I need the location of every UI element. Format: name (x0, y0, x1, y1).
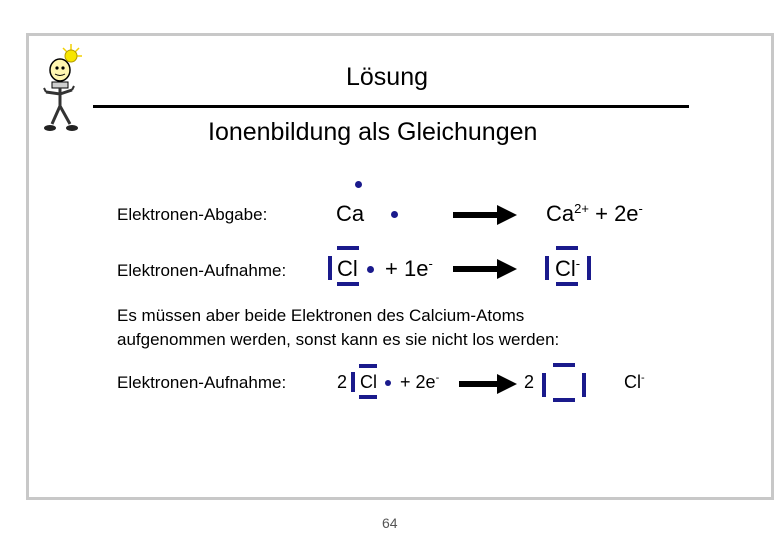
row3-right-symbol: Cl (624, 372, 641, 392)
row3-coefficient-right: 2 (524, 372, 535, 392)
lone-pair-bar (587, 256, 591, 280)
row3-right-charge: - (641, 372, 645, 384)
electron-dot (367, 266, 374, 273)
lone-pair-bar (553, 398, 575, 402)
electron-dot (385, 380, 391, 386)
row1-label: Elektronen-Abgabe: (117, 205, 268, 224)
row1-right-symbol: Ca (546, 201, 575, 226)
row3-coefficient-left: 2 (337, 372, 348, 392)
slide-subtitle: Ionenbildung als Gleichungen (208, 118, 538, 146)
lone-pair-bar (337, 246, 359, 250)
row1-plus: + (595, 201, 608, 226)
row3-reactant-extra: + 2e- (400, 372, 440, 392)
slide-title: Lösung (346, 63, 429, 91)
row2-electrons: 1e (403, 256, 429, 281)
lone-pair-bar (556, 246, 578, 250)
row3-left-symbol: Cl (360, 372, 377, 392)
electron-dot (355, 181, 362, 188)
reaction-arrow-icon (453, 204, 517, 226)
lone-pair-bar (542, 373, 546, 397)
note-line2: aufgenommen werden, sonst kann es sie nicht los werden: (117, 330, 560, 349)
lone-pair-bar (582, 373, 586, 397)
row3-product (624, 372, 645, 393)
lone-pair-bar (556, 282, 578, 286)
lone-pair-bar (351, 372, 355, 392)
lone-pair-bar (359, 395, 377, 399)
row2-left-symbol: Cl (337, 256, 358, 281)
row2-right-symbol: Cl (555, 256, 576, 281)
row3-label: Elektronen-Aufnahme: (117, 373, 287, 392)
row1-product: $Ca^{2+} + 2e^-$ (546, 201, 643, 226)
title-underline (93, 105, 689, 108)
cartoon-lightbulb-icon (40, 42, 86, 134)
row2-product (555, 256, 580, 282)
lone-pair-bar (328, 256, 332, 280)
row2-reactant-extra: + 1e- (385, 256, 433, 281)
lone-pair-bar (545, 256, 549, 280)
page-number: 64 (382, 515, 398, 531)
row3-electrons: 2e (415, 372, 436, 392)
note-line1: Es müssen aber beide Elektronen des Calcium-Atoms (117, 306, 525, 325)
electron-dot (391, 211, 398, 218)
reaction-arrow-icon (453, 258, 517, 280)
row2-right-charge: - (575, 256, 581, 271)
row1-right-charge: 2+ (574, 201, 589, 216)
lone-pair-bar (337, 282, 359, 286)
reaction-arrow-icon (459, 374, 517, 394)
row1-electrons: 2e (614, 201, 639, 226)
row3-plus: + (400, 372, 411, 392)
lone-pair-bar (359, 364, 377, 368)
row2-label: Elektronen-Aufnahme: (117, 261, 287, 280)
row1-left-symbol: Ca (336, 201, 365, 226)
lone-pair-bar (553, 363, 575, 367)
row2-plus: + (385, 256, 398, 281)
